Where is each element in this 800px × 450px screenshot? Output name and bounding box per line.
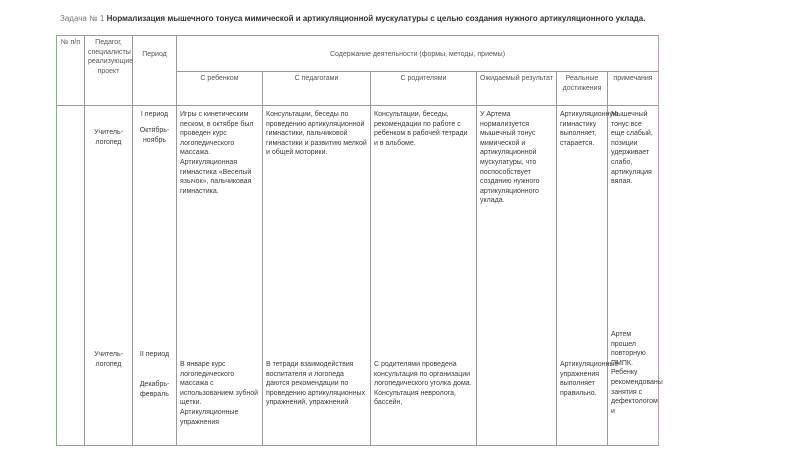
row-num-cell — [57, 106, 85, 446]
header-child: С ребенком — [177, 72, 263, 106]
row1-period-label: I период — [140, 111, 169, 118]
period-cell — [133, 106, 177, 446]
header-period: Период — [133, 36, 177, 106]
parents-cell — [371, 106, 477, 446]
row1-parents: Консультации, беседы, рекомендации по работе с ребенком в рабочей тетради и в альбоме. — [374, 111, 468, 147]
row2-teacher: Учитель-логопед — [94, 351, 123, 368]
row2-child: В январе курс логопедического массажа с использованием зубной щетки. Артикуляционные упражнения — [180, 361, 259, 426]
task-text-end: артикуляционного уклада. — [539, 14, 646, 23]
notes-cell — [608, 106, 663, 446]
row2-parents: С родителями проведена консультация по организации логопедического уголка дома. Консультация невролога, бассейн, — [374, 361, 472, 407]
row1-real: Артикуляционную гимнастику выполняет, старается. — [560, 111, 619, 147]
row1-teacher: Учитель-логопед — [94, 129, 123, 146]
header-teacher: Педагог, специалисты реализующие проект — [85, 36, 133, 106]
row1-child: Игры с кинетическим песком, в октябре был проведен курс логопедического массажа. Артикуляционная гимнастика «Веселый язычок», пальчиковая гимнастика. — [180, 111, 254, 195]
teachers-cell — [263, 106, 371, 446]
header-parents: С родителями — [371, 72, 477, 106]
header-expected: Ожидаемый результат — [477, 72, 557, 106]
header-real: Реальные достижения — [557, 72, 608, 106]
row2-notes: Артем прошел повторную ПМПК. Ребенку рекомендованы занятия с дефектологом и — [611, 331, 663, 415]
row2-period-label: II период — [139, 351, 170, 358]
header-content: Содержание деятельности (формы, методы, приемы) — [177, 36, 659, 72]
task-number: Задача № 1 — [60, 14, 105, 23]
task-title — [60, 14, 645, 23]
activity-table — [56, 35, 663, 446]
header-notes: примечания — [608, 72, 659, 106]
teacher-cell — [85, 106, 133, 446]
child-cell — [177, 106, 263, 446]
row2-teachers: В тетради взаимодействия воспитателя и логопеда даются рекомендации по проведению артикуляционных упражнений, упражнений — [266, 361, 366, 407]
header-num: № п/п — [57, 36, 85, 106]
row1-teachers: Консультации, беседы по проведению артикуляционной гимнастики, пальчиковой гимнастики и развитию мелкой и общей моторики. — [266, 111, 367, 157]
row1-expected: У Артема нормализуется мышечный тонус мимической и артикуляционной мускулатуры, что поспособствует созданию нужного артикуляционного уклада. — [480, 111, 540, 205]
task-text: Нормализация мышечного тонуса мимической и артикуляционной мускулатуры с целью создания нужного — [106, 14, 538, 23]
row1-period-months: Октябрь-ноябрь — [139, 127, 170, 144]
header-teachers: С педагогами — [263, 72, 371, 106]
row2-real: Артикуляционные упражнения выполняет правильно. — [560, 361, 619, 397]
real-cell — [557, 106, 619, 446]
row1-notes: Мышечный тонус все еще слабый, позиции удерживает слабо, артикуляция вялая. — [611, 111, 653, 186]
row2-period-months: Декабрь-февраль — [139, 381, 170, 398]
expected-cell — [477, 106, 557, 446]
